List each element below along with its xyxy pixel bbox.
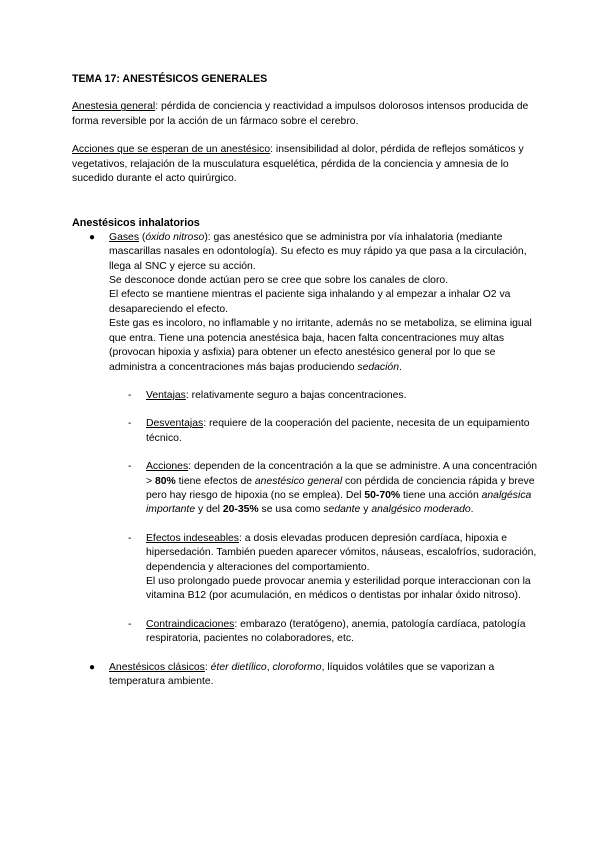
desventajas-item [72,417,542,446]
efectos-text-block [146,532,542,575]
document-page [72,72,542,689]
gases-intro [109,231,542,274]
desventajas-text-block [146,417,542,446]
acciones-text-g: y [360,504,372,516]
acciones-text-h: . [470,504,474,516]
page-title: TEMA 17: ANESTÉSICOS GENERALES [72,73,268,85]
ventajas-item [72,389,542,403]
clasicos-eter: éter dietílico [210,661,267,673]
gases-paren-close: ) [204,231,208,243]
clasicos-comma: , [266,661,273,673]
definition-text: : pérdida de conciencia y reactividad a impulsos dolorosos intensos producida de forma reversible por la acción de un fármaco sobre el cerebro. [72,101,529,127]
acciones-anestesico-general: anestésico general [254,475,343,487]
efectos-text: : a dosis elevadas producen depresión cardíaca, hipoxia e hipersedación. También pueden aparecer vómitos, náuseas, escalofríos, sudoración, dependencia y alteraciones del comportamiento. [146,532,537,573]
clasicos-colon: : [204,661,211,673]
ventajas-term: Ventajas [146,389,186,401]
acciones-pct-50-70: 50-70% [364,489,401,501]
clasicos-cloroformo: cloroformo [272,661,322,673]
dash-marker: - [128,618,132,630]
gases-list-item [72,231,542,375]
gases-line3: El efecto se mantiene mientras el paciente siga inhalando y al empezar a inhalar O2 va desapareciendo el efecto. [109,289,511,315]
acciones-term: Acciones [146,461,189,473]
gases-drug: óxido nitroso [145,231,205,243]
section-heading: Anestésicos inhalatorios [72,217,200,230]
ventajas-text-block [146,389,542,403]
acciones-text-c: con pérdida de conciencia rápida y breve pero hay riesgo de hipoxia (no se emplea). Del [146,475,535,501]
acciones-text-block [146,460,542,518]
acciones-text-a: : dependen de la concentración a la que se administre. A una concentración > [146,461,538,487]
bullet-marker: ● [89,661,96,673]
efectos-item [72,532,542,604]
clasicos-text-block [109,661,542,690]
expected-actions-paragraph [72,143,542,186]
bullet-marker: ● [89,231,96,243]
acciones-analgesico-moderado: analgésico moderado [371,504,471,516]
desventajas-term: Desventajas [146,418,204,430]
expected-actions-term: Acciones que se esperan de un anestésico [72,144,271,156]
dash-marker: - [128,389,132,401]
gases-term: Gases [109,231,140,243]
dash-marker: - [128,532,132,544]
acciones-pct-20-35: 20-35% [222,504,259,516]
contraindicaciones-term: Contraindicaciones [146,618,235,630]
efectos-text2: El uso prolongado puede provocar anemia y esterilidad porque interaccionan con la vitamina B12 (por acumulación, en médicos o dentistas por inhalar óxido nitroso). [146,575,531,602]
ventajas-text: : relativamente seguro a bajas concentraciones. [185,389,407,401]
gases-sedacion: sedación [357,361,399,373]
definition-paragraph [72,100,542,129]
acciones-sedante: sedante [323,504,361,516]
gases-line2: Se desconoce donde actúan pero se cree que sobre los canales de cloro. [109,275,449,287]
clasicos-term: Anestésicos clásicos [109,661,205,673]
acciones-analgesica: analgésica importante [146,489,532,516]
dash-marker: - [128,461,132,473]
contraindicaciones-item [72,618,542,647]
acciones-text-d: tiene una acción [400,489,482,501]
desventajas-text: : requiere de la cooperación del paciente, necesita de un equipamiento técnico. [146,418,530,444]
contraindicaciones-text-block [146,618,542,647]
acciones-item [72,460,542,518]
expected-actions-text: : insensibilidad al dolor, pérdida de reflejos somáticos y vegetativos, relajación de la musculatura esquelética, pérdida de la conciencia y amnesia de lo sucedido durante el acto quirúrgico. [72,144,524,185]
gases-intro-text: : gas anestésico que se administra por vía inhalatoria (mediante mascarillas nasales en odontología). Su efecto es muy rápido ya que pasa a la circulación, llega al SNC y ejerce su acción. [109,231,527,272]
definition-term: Anestesia general [72,101,156,113]
gases-line4-text: Este gas es incoloro, no inflamable y no irritante, además no se metaboliza, se elimina igual que entra. Tiene una potencia anestésica baja, hacen falta concentraciones muy altas (provocan hipoxia y asfixia) para obtener un efecto anestésico general por lo que se administra a concentraciones más bajas produciendo [109,318,532,373]
acciones-pct-80: 80% [154,475,176,487]
dash-marker: - [128,418,132,430]
clasicos-text: , líquidos volátiles que se vaporizan a temperatura ambiente. [109,661,495,687]
acciones-text-f: se usa como [258,504,324,516]
contraindicaciones-text: : embarazo (teratógeno), anemia, patología cardíaca, patología respiratoria, pacientes no colaboradores, etc. [146,618,526,645]
efectos-term: Efectos indeseables [146,532,239,544]
acciones-text-e: y del [195,504,223,516]
gases-line4-end: . [398,361,402,373]
clasicos-list-item [72,661,542,690]
gases-line4 [109,317,542,375]
acciones-text-b: tiene efectos de [175,475,255,487]
gases-paren-open: ( [139,231,146,243]
